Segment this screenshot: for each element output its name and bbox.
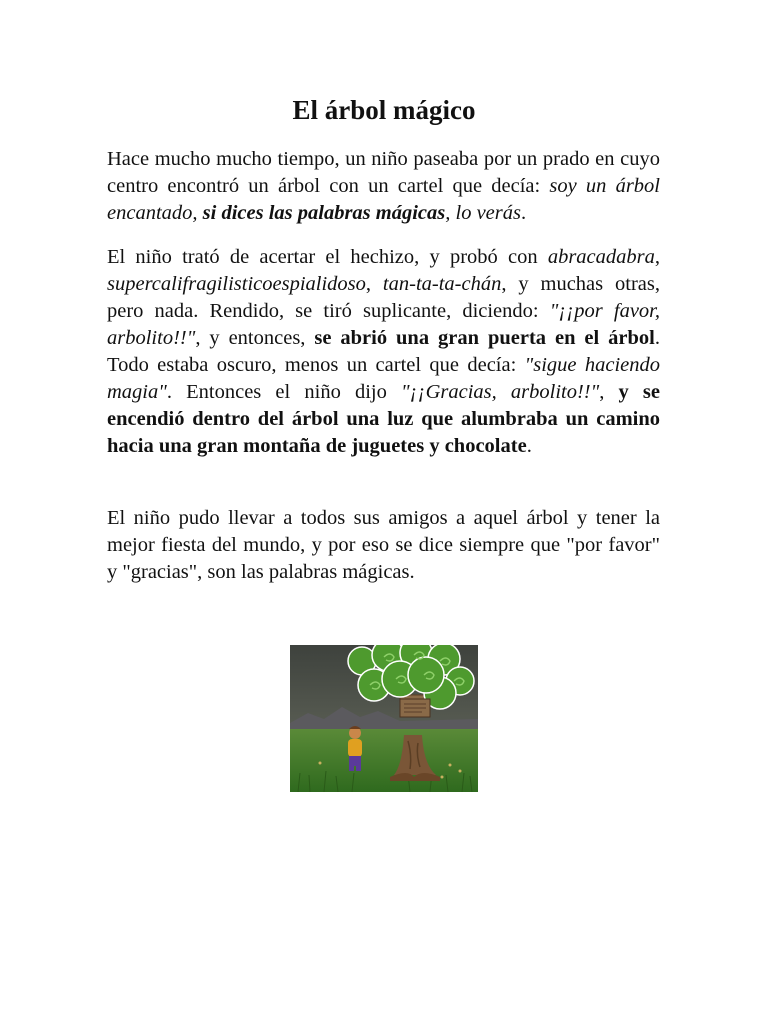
paragraph-1 xyxy=(107,146,660,227)
italic-run: soy un árbol encantado, xyxy=(107,175,660,224)
text-run: El niño pudo llevar a todos sus amigos a aquel árbol y tener la mejor fiesta del mundo, y por eso se dice siempre que "por favor" y "gracias", son las palabras mágicas. xyxy=(107,507,660,583)
tree-illustration xyxy=(290,645,478,792)
bold-run xyxy=(203,202,446,224)
text-run: . Entonces el niño dijo xyxy=(166,381,402,403)
italic-run: tan-ta-ta-chán xyxy=(382,273,502,295)
paragraph-2 xyxy=(107,244,660,460)
text-run: El niño trató de acertar el hechizo, y probó con xyxy=(107,246,548,268)
text-run: . xyxy=(526,435,532,457)
italic-run: , lo verás xyxy=(445,202,521,224)
bold-run: se abrió una gran puerta en el árbol xyxy=(314,327,655,349)
grass xyxy=(290,729,478,792)
page-title: El árbol mágico xyxy=(292,95,476,125)
child xyxy=(348,726,362,771)
text-run: . xyxy=(520,202,527,224)
italic-run: "¡¡Gracias, arbolito!!" xyxy=(401,381,600,403)
text-run: , y muchas otras, pero nada. Rendido, se tiró suplicante, diciendo: xyxy=(107,273,660,322)
bold-run: y se encendió dentro del árbol una luz que alumbraba un camino hacia una gran montaña de juguetes y chocolate xyxy=(107,381,661,457)
italic-run: "sigue haciendo magia" xyxy=(107,354,660,403)
text-run: Hace mucho mucho tiempo, un niño paseaba por un prado en cuyo centro encontró un árbol con un cartel que decía: xyxy=(107,148,660,197)
text-run: , xyxy=(599,381,619,403)
bold-italic-run: si dices las palabras mágicas xyxy=(202,202,446,224)
italic-run: supercalifragilisticoespialidoso xyxy=(107,273,366,295)
text-run: . Todo estaba oscuro, menos un cartel que decía: xyxy=(107,327,660,376)
italic-run: "¡¡por favor, arbolito!!" xyxy=(107,300,661,349)
paragraph-3 xyxy=(107,505,660,586)
text-run: , y entonces, xyxy=(195,327,315,349)
text-run: , xyxy=(365,273,383,295)
text-run: , xyxy=(654,246,660,268)
italic-run: abracadabra xyxy=(547,246,655,268)
